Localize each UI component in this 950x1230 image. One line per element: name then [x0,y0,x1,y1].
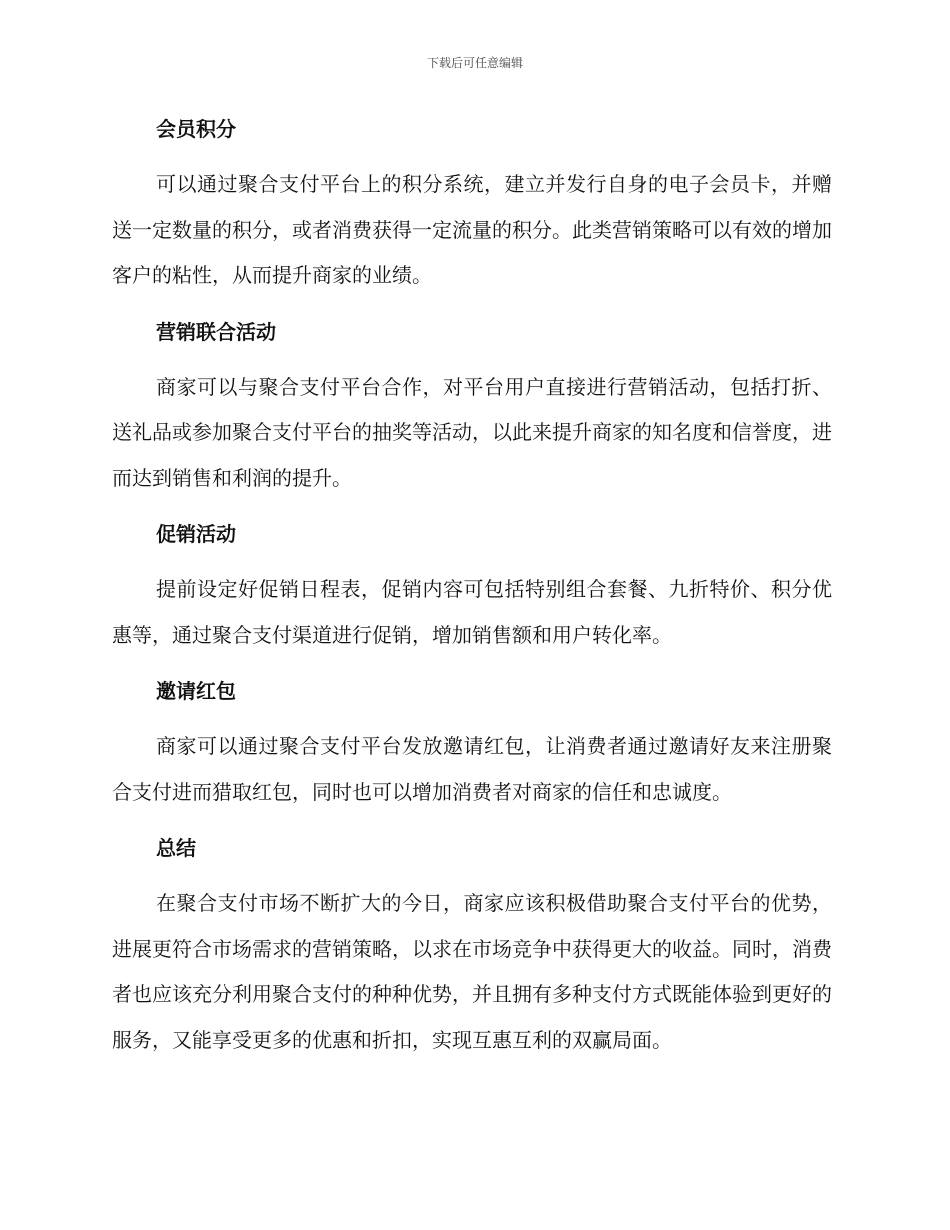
section-body: 在聚合支付市场不断扩大的今日，商家应该积极借助聚合支付平台的优势，进展更符合市场需求的营销策略，以求在市场竞争中获得更大的收益。同时，消费者也应该充分利用聚合支付的种种优势，并且拥有多种支付方式既能体验到更好的服务，又能享受更多的优惠和折扣，实现互惠互利的双赢局面。 [112,891,832,1052]
section-body: 提前设定好促销日程表，促销内容可包括特别组合套餐、九折特价、积分优惠等，通过聚合支付渠道进行促销，增加销售额和用户转化率。 [112,577,832,647]
section-joint-marketing [112,315,832,502]
section-body: 商家可以通过聚合支付平台发放邀请红包，让消费者通过邀请好友来注册聚合支付进而猎取红包，同时也可以增加消费者对商家的信任和忠诚度。 [112,734,832,804]
section-body: 可以通过聚合支付平台上的积分系统，建立并发行自身的电子会员卡，并赠送一定数量的积分，或者消费获得一定流量的积分。此类营销策略可以有效的增加客户的粘性，从而提升商家的业绩。 [112,172,832,287]
section-membership-points [112,112,832,299]
header-note: 下载后可任意编辑 [426,56,523,70]
section-body: 商家可以与聚合支付平台合作，对平台用户直接进行营销活动，包括打折、送礼品或参加聚合支付平台的抽奖等活动，以此来提升商家的知名度和信誉度，进而达到销售和利润的提升。 [112,374,832,490]
section-heading: 促销活动 [156,522,236,546]
section-summary [112,831,832,1063]
section-heading: 营销联合活动 [156,319,276,344]
section-heading: 总结 [156,836,196,860]
document-content [112,112,832,1079]
section-invite-red-packet [112,674,832,815]
section-heading: 邀请红包 [156,679,236,703]
section-promotions [112,517,832,658]
section-heading: 会员积分 [156,117,236,141]
